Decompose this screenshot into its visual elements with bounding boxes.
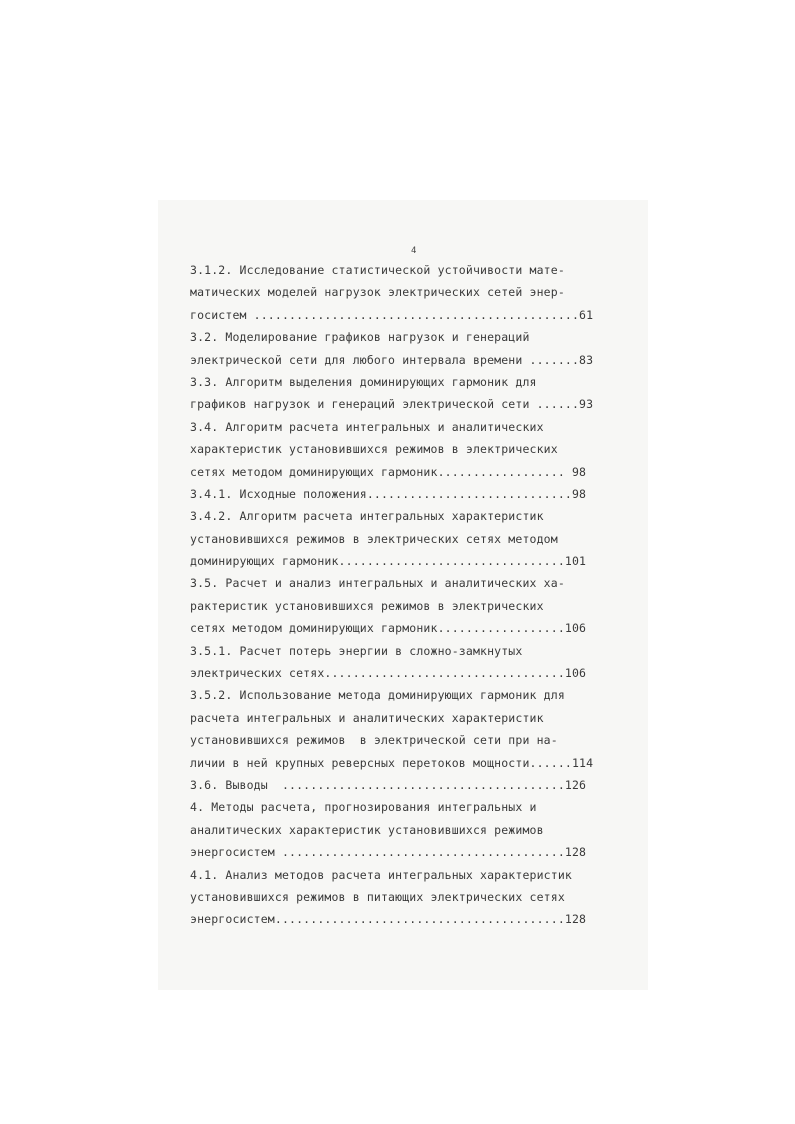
toc-line: установившихся режимов в питающих электрических сетях: [190, 889, 565, 904]
toc-line: 3.6. Выводы ........................................126: [190, 777, 587, 792]
toc-line: установившихся режимов в электрической сети при на-: [190, 733, 558, 748]
toc-line: электрических сетях..................................106: [190, 666, 587, 681]
toc-line: сетях методом доминирующих гармоник..................106: [190, 621, 587, 636]
toc-line: расчета интегральных и аналитических характеристик: [190, 710, 544, 725]
toc-line: 3.2. Моделирование графиков нагрузок и генераций: [190, 330, 530, 345]
toc-line: энергосистем ........................................128: [190, 845, 587, 860]
toc-line: характеристик установившихся режимов в электрических: [190, 442, 558, 457]
toc-line: электрической сети для любого интервала времени .......83: [190, 352, 594, 367]
toc-line: 4. Методы расчета, прогнозирования интегральных и: [190, 800, 537, 815]
toc-line: матических моделей нагрузок электрических сетей энер-: [190, 285, 565, 300]
toc-line: 3.5. Расчет и анализ интегральных и аналитических ха-: [190, 576, 565, 591]
toc-line: графиков нагрузок и генераций электрической сети ......93: [190, 397, 594, 412]
toc-line: 3.4.2. Алгоритм расчета интегральных характеристик: [190, 509, 544, 524]
toc-line: сетях методом доминирующих гармоник.................. 98: [190, 464, 587, 479]
toc-line: установившихся режимов в электрических сетях методом: [190, 531, 558, 546]
toc-line: 3.4. Алгоритм расчета интегральных и аналитических: [190, 419, 544, 434]
toc-line: энергосистем.........................................128: [190, 912, 587, 927]
toc-line: личии в ней крупных реверсных перетоков мощности......114: [190, 755, 594, 770]
toc-line: 3.4.1. Исходные положения.............................98: [190, 486, 587, 501]
toc-line: аналитических характеристик установившихся режимов: [190, 822, 544, 837]
toc-line: госистем ..............................................61: [190, 307, 594, 322]
toc-line: 3.1.2. Исследование статистической устойчивости мате-: [190, 263, 565, 277]
toc-line: доминирующих гармоник................................101: [190, 554, 587, 569]
toc-line: рактеристик установившихся режимов в электрических: [190, 598, 544, 613]
page-number: 4: [411, 246, 417, 256]
toc-line: 3.5.1. Расчет потерь энергии в сложно-замкнутых: [190, 643, 523, 658]
toc-line: 4.1. Анализ методов расчета интегральных характеристик: [190, 867, 572, 882]
toc-line: 3.3. Алгоритм выделения доминирующих гармоник для: [190, 374, 537, 389]
table-of-contents: [190, 259, 650, 931]
toc-line: 3.5.2. Использование метода доминирующих гармоник для: [190, 688, 565, 703]
